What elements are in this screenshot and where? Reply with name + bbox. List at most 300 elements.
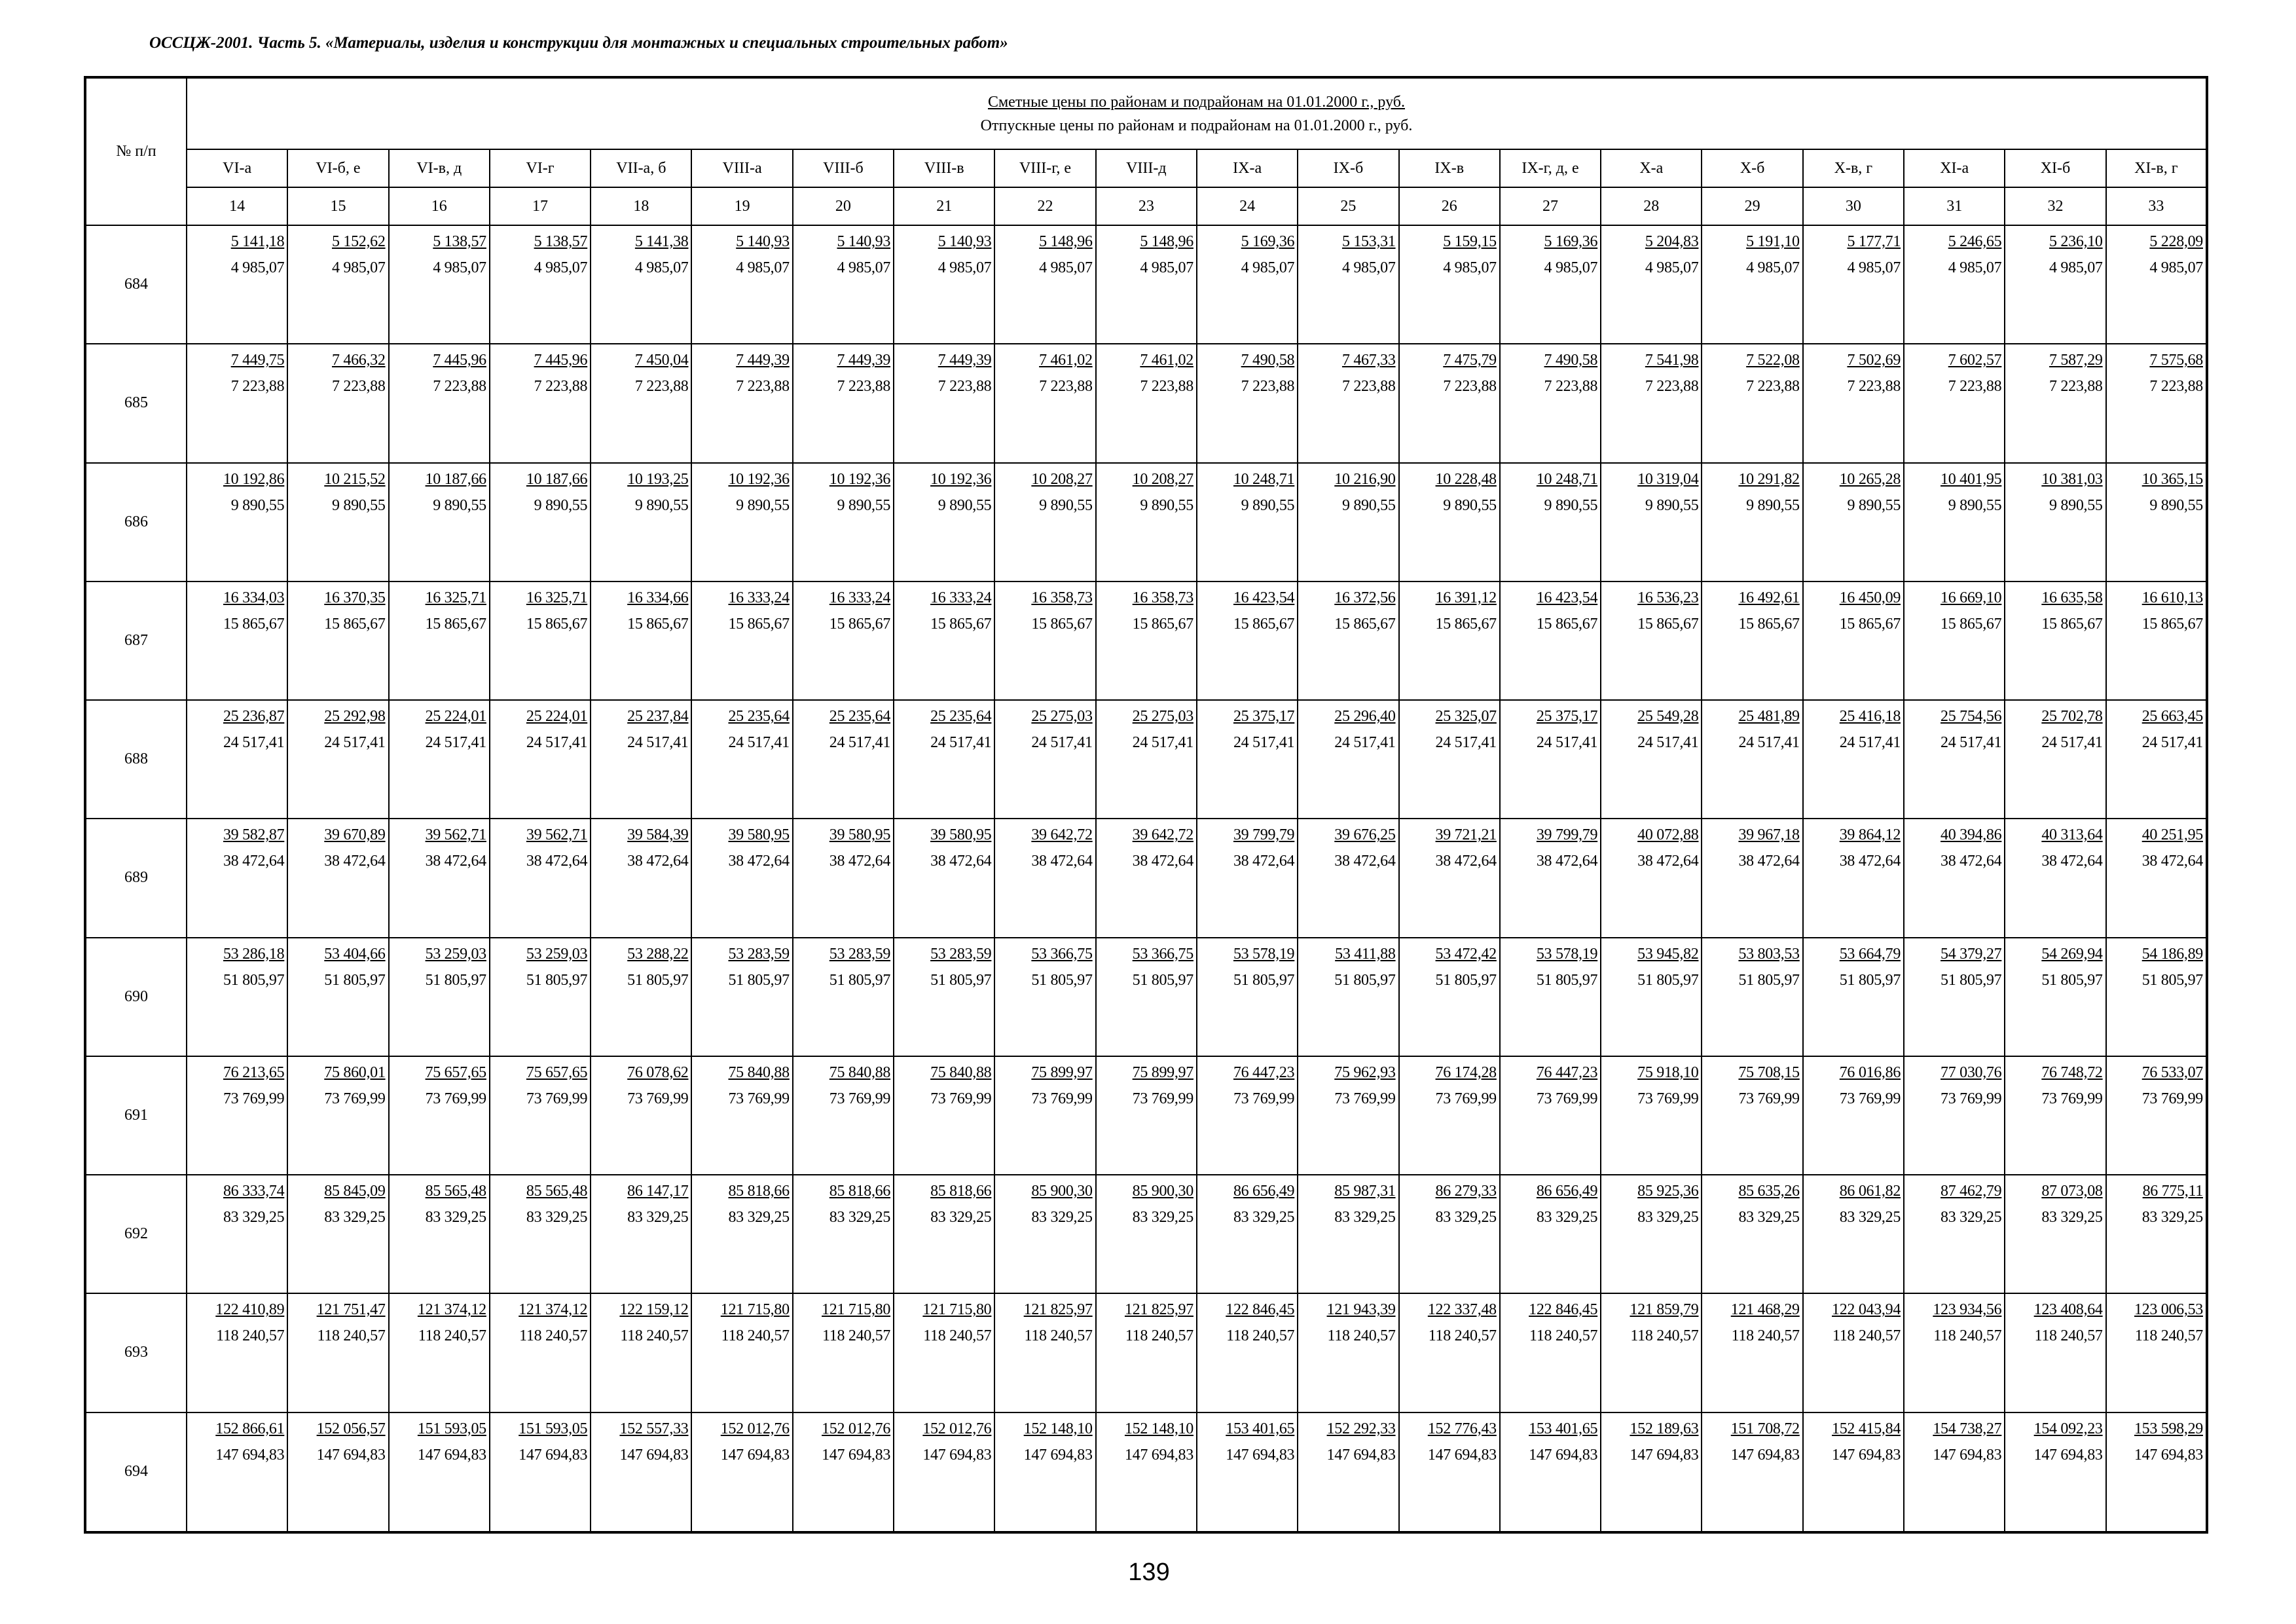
estimate-price: 16 370,35 [324,589,386,606]
estimate-price: 5 141,18 [230,233,285,250]
release-price: 9 890,55 [331,496,386,514]
release-price: 24 517,41 [1031,734,1093,751]
region-header: IX-б [1298,149,1398,187]
release-price: 51 805,97 [1536,971,1598,989]
price-cell [1500,1412,1601,1533]
estimate-price: 7 575,68 [2149,352,2203,369]
price-cell [1399,225,1500,344]
estimate-price: 39 670,89 [324,826,386,844]
release-price: 83 329,25 [1132,1209,1194,1226]
price-cell [187,819,287,937]
estimate-price: 53 283,59 [728,945,790,963]
price-cell [389,938,490,1056]
estimate-price: 39 967,18 [1738,826,1800,844]
release-price: 24 517,41 [425,734,486,751]
price-cell [1096,463,1197,581]
estimate-price: 7 466,32 [331,352,386,369]
release-price: 83 329,25 [728,1209,790,1226]
estimate-price: 25 235,64 [728,708,790,725]
release-price: 15 865,67 [1738,615,1800,633]
release-price: 83 329,25 [526,1209,588,1226]
estimate-price: 85 845,09 [324,1183,386,1200]
estimate-price: 10 401,95 [1941,470,2002,488]
price-cell [1601,1175,1702,1293]
release-price: 83 329,25 [1637,1209,1699,1226]
release-price: 15 865,67 [425,615,486,633]
price-cell [2005,1056,2105,1175]
price-cell [1197,938,1298,1056]
estimate-price: 25 275,03 [1132,708,1194,725]
release-price: 51 805,97 [1941,971,2002,989]
price-cell [389,1293,490,1412]
estimate-price: 121 468,29 [1730,1301,1800,1319]
price-cell [1197,344,1298,462]
estimate-price: 39 799,79 [1536,826,1598,844]
column-number: 20 [793,187,894,225]
release-price: 4 985,07 [1241,259,1295,276]
release-price: 73 769,99 [1738,1090,1800,1107]
price-cell [187,1056,287,1175]
release-price: 147 694,83 [316,1446,386,1464]
release-price: 38 472,64 [324,853,386,870]
estimate-price: 86 061,82 [1839,1183,1901,1200]
release-price: 73 769,99 [223,1090,285,1107]
price-cell [389,1412,490,1533]
price-cell [1601,1056,1702,1175]
release-price: 73 769,99 [627,1090,689,1107]
release-price: 9 890,55 [2049,496,2103,514]
release-price: 147 694,83 [1933,1446,2002,1464]
price-cell [287,819,388,937]
column-number: 22 [994,187,1095,225]
table-row [85,938,2207,1056]
price-cell [287,344,388,462]
price-cell [1399,1293,1500,1412]
price-cell [1298,819,1398,937]
price-cell [1298,463,1398,581]
region-header: VIII-г, е [994,149,1095,187]
price-cell [894,1293,994,1412]
price-cell [994,1412,1095,1533]
estimate-price: 39 676,25 [1334,826,1396,844]
release-price: 15 865,67 [1839,615,1901,633]
price-cell [1197,581,1298,700]
release-price: 7 223,88 [1341,378,1396,396]
estimate-price-title: Сметные цены по районам и подрайонам на 01.01.2000 г., руб. [987,93,1406,111]
column-number: 14 [187,187,287,225]
release-price: 7 223,88 [837,378,891,396]
price-cell [389,819,490,937]
price-cell [793,463,894,581]
release-price: 73 769,99 [324,1090,386,1107]
estimate-price: 85 900,30 [1132,1183,1194,1200]
release-price: 24 517,41 [1435,734,1497,751]
region-header: VIII-б [793,149,894,187]
column-number: 25 [1298,187,1398,225]
release-price: 83 329,25 [930,1209,992,1226]
price-cell [1904,344,2005,462]
estimate-price: 53 283,59 [930,945,992,963]
price-cell [1197,1293,1298,1412]
estimate-price: 10 192,36 [728,470,790,488]
price-cell [591,225,691,344]
estimate-price: 152 012,76 [922,1420,992,1437]
release-price: 83 329,25 [1839,1209,1901,1226]
estimate-price: 25 549,28 [1637,708,1699,725]
price-cell [994,1175,1095,1293]
estimate-price: 54 186,89 [2141,945,2203,963]
price-cell [1702,581,1802,700]
price-cell [591,344,691,462]
release-price: 38 472,64 [1435,853,1497,870]
price-cell [994,1056,1095,1175]
estimate-price: 5 148,96 [1039,233,1093,250]
release-price: 9 890,55 [1645,496,1699,514]
release-price: 51 805,97 [1435,971,1497,989]
row-number: 692 [85,1175,187,1293]
release-price: 118 240,57 [2034,1327,2103,1345]
estimate-price: 16 669,10 [1941,589,2002,606]
estimate-price: 25 275,03 [1031,708,1093,725]
release-price: 51 805,97 [2041,971,2103,989]
region-header: IX-г, д, е [1500,149,1601,187]
release-price: 51 805,97 [728,971,790,989]
region-header: VI-а [187,149,287,187]
release-price: 118 240,57 [317,1327,386,1345]
estimate-price: 76 748,72 [2041,1063,2103,1081]
release-price: 4 985,07 [1140,259,1194,276]
price-cell [187,463,287,581]
estimate-price: 16 334,66 [627,589,689,606]
price-cell [691,225,792,344]
release-price: 7 223,88 [736,378,790,396]
release-price: 15 865,67 [2141,615,2203,633]
column-number: 27 [1500,187,1601,225]
estimate-price: 16 358,73 [1031,589,1093,606]
estimate-price: 7 461,02 [1039,352,1093,369]
release-price: 147 694,83 [720,1446,790,1464]
estimate-price: 152 148,10 [1023,1420,1093,1437]
release-price: 4 985,07 [433,259,486,276]
estimate-price: 151 708,72 [1730,1420,1800,1437]
price-cell [1500,463,1601,581]
release-price: 51 805,97 [1637,971,1699,989]
estimate-price: 85 635,26 [1738,1183,1800,1200]
estimate-price: 39 580,95 [930,826,992,844]
release-price: 4 985,07 [1544,259,1598,276]
estimate-price: 75 899,97 [1132,1063,1194,1081]
price-cell [287,463,388,581]
release-price: 24 517,41 [1132,734,1194,751]
release-price: 73 769,99 [1132,1090,1194,1107]
price-cell [994,819,1095,937]
estimate-price: 5 246,65 [1948,233,2002,250]
column-number: 26 [1399,187,1500,225]
price-cell [490,581,591,700]
release-price: 24 517,41 [1233,734,1295,751]
release-price: 73 769,99 [1839,1090,1901,1107]
region-header: VI-г [490,149,591,187]
estimate-price: 16 450,09 [1839,589,1901,606]
row-number: 684 [85,225,187,344]
estimate-price: 122 410,89 [215,1301,285,1319]
price-cell [691,1175,792,1293]
price-cell [287,1175,388,1293]
estimate-price: 53 366,75 [1132,945,1194,963]
release-price: 4 985,07 [1341,259,1396,276]
estimate-price: 5 177,71 [1847,233,1901,250]
estimate-price: 122 159,12 [619,1301,689,1319]
estimate-price: 77 030,76 [1941,1063,2002,1081]
estimate-price: 85 900,30 [1031,1183,1093,1200]
release-price: 7 223,88 [1645,378,1699,396]
release-price: 83 329,25 [829,1209,891,1226]
release-price: 4 985,07 [1645,259,1699,276]
price-cell [691,1293,792,1412]
estimate-price: 86 147,17 [627,1183,689,1200]
release-price: 9 890,55 [634,496,689,514]
estimate-price: 121 715,80 [922,1301,992,1319]
price-cell [793,1056,894,1175]
estimate-price: 122 846,45 [1529,1301,1598,1319]
estimate-price: 10 381,03 [2041,470,2103,488]
release-price: 83 329,25 [1738,1209,1800,1226]
price-cell [1904,581,2005,700]
price-cell [793,700,894,819]
estimate-price: 7 467,33 [1341,352,1396,369]
estimate-price: 53 288,22 [627,945,689,963]
release-price: 38 472,64 [1941,853,2002,870]
estimate-price: 53 286,18 [223,945,285,963]
price-cell [1803,344,1904,462]
release-price: 7 223,88 [1039,378,1093,396]
estimate-price: 85 818,66 [930,1183,992,1200]
release-price: 38 472,64 [1738,853,1800,870]
release-price: 147 694,83 [1730,1446,1800,1464]
release-price: 4 985,07 [230,259,285,276]
release-price: 15 865,67 [324,615,386,633]
release-price: 24 517,41 [930,734,992,751]
region-header: VIII-д [1096,149,1197,187]
release-price: 118 240,57 [1529,1327,1598,1345]
price-cell [2005,463,2105,581]
estimate-price: 76 078,62 [627,1063,689,1081]
estimate-price: 5 204,83 [1645,233,1699,250]
price-cell [1298,1412,1398,1533]
price-cell [1601,581,1702,700]
price-cell [1500,344,1601,462]
release-price: 83 329,25 [1031,1209,1093,1226]
estimate-price: 151 593,05 [417,1420,486,1437]
release-price: 118 240,57 [1731,1327,1800,1345]
price-cell [1096,819,1197,937]
release-price: 118 240,57 [620,1327,689,1345]
release-price: 118 240,57 [519,1327,588,1345]
region-header: IX-а [1197,149,1298,187]
price-cell [1399,581,1500,700]
release-price: 83 329,25 [627,1209,689,1226]
release-price: 118 240,57 [1630,1327,1699,1345]
price-cell [793,225,894,344]
release-price: 7 223,88 [634,378,689,396]
release-price: 4 985,07 [1847,259,1901,276]
price-cell [1500,225,1601,344]
price-cell [1298,1056,1398,1175]
estimate-price: 85 565,48 [526,1183,588,1200]
price-cell [691,700,792,819]
estimate-price: 53 945,82 [1637,945,1699,963]
price-table [84,76,2208,1534]
estimate-price: 16 333,24 [930,589,992,606]
price-cell [1803,819,1904,937]
release-price: 83 329,25 [1941,1209,2002,1226]
column-number: 17 [490,187,591,225]
price-cell [1702,700,1802,819]
estimate-price: 76 016,86 [1839,1063,1901,1081]
price-cell [1803,463,1904,581]
price-cell [1803,938,1904,1056]
price-cell [1904,225,2005,344]
estimate-price: 154 738,27 [1933,1420,2002,1437]
estimate-price: 10 365,15 [2141,470,2203,488]
estimate-price: 16 635,58 [2041,589,2103,606]
price-cell [1399,1056,1500,1175]
estimate-price: 7 449,39 [736,352,790,369]
estimate-price: 7 449,75 [230,352,285,369]
release-price: 147 694,83 [1529,1446,1598,1464]
release-price: 51 805,97 [1839,971,1901,989]
price-cell [1197,463,1298,581]
estimate-price: 39 642,72 [1132,826,1194,844]
estimate-price: 85 818,66 [829,1183,891,1200]
release-price: 73 769,99 [1637,1090,1699,1107]
price-cell [1803,1056,1904,1175]
release-price: 15 865,67 [1536,615,1598,633]
release-price: 9 890,55 [1746,496,1800,514]
estimate-price: 121 859,79 [1630,1301,1699,1319]
number-column-header: № п/п [85,77,187,225]
estimate-price: 25 375,17 [1536,708,1598,725]
estimate-price: 152 056,57 [316,1420,386,1437]
price-cell [591,700,691,819]
release-price: 73 769,99 [526,1090,588,1107]
release-price: 4 985,07 [1443,259,1497,276]
release-price: 15 865,67 [1435,615,1497,633]
release-price: 147 694,83 [1427,1446,1497,1464]
price-cell [2106,1293,2207,1412]
price-cell [1601,463,1702,581]
estimate-price: 76 533,07 [2141,1063,2203,1081]
release-price: 38 472,64 [1132,853,1194,870]
estimate-price: 5 169,36 [1241,233,1295,250]
release-price: 147 694,83 [2033,1446,2103,1464]
release-price: 73 769,99 [728,1090,790,1107]
release-price: 147 694,83 [1124,1446,1194,1464]
price-cell [1904,1293,2005,1412]
column-number: 28 [1601,187,1702,225]
release-price: 24 517,41 [1738,734,1800,751]
release-price: 7 223,88 [1847,378,1901,396]
price-cell [1399,700,1500,819]
price-cell [1399,344,1500,462]
release-price: 118 240,57 [1024,1327,1093,1345]
price-cell [1197,700,1298,819]
estimate-price: 25 292,98 [324,708,386,725]
release-price: 118 240,57 [418,1327,486,1345]
price-cell [490,1293,591,1412]
estimate-price: 152 012,76 [720,1420,790,1437]
estimate-price: 39 799,79 [1233,826,1295,844]
estimate-price: 10 265,28 [1839,470,1901,488]
price-cell [1904,700,2005,819]
price-cell [1096,581,1197,700]
release-price: 9 890,55 [1443,496,1497,514]
price-cell [1601,700,1702,819]
region-header: XI-б [2005,149,2105,187]
price-cell [1601,1412,1702,1533]
release-price: 73 769,99 [1435,1090,1497,1107]
price-cell [1803,1412,1904,1533]
price-cell [591,819,691,937]
price-cell [1904,938,2005,1056]
estimate-price: 5 141,38 [634,233,689,250]
estimate-price: 10 193,25 [627,470,689,488]
estimate-price: 53 259,03 [425,945,486,963]
price-cell [1904,1175,2005,1293]
release-price: 38 472,64 [1536,853,1598,870]
release-price: 51 805,97 [1031,971,1093,989]
release-price: 7 223,88 [1746,378,1800,396]
release-price: 118 240,57 [1226,1327,1295,1345]
price-cell [287,1412,388,1533]
release-price: 51 805,97 [1132,971,1194,989]
estimate-price: 5 140,93 [837,233,891,250]
release-price: 15 865,67 [728,615,790,633]
price-cell [287,1056,388,1175]
region-header: XI-а [1904,149,2005,187]
release-price: 51 805,97 [627,971,689,989]
price-cell [2005,225,2105,344]
release-price: 38 472,64 [1637,853,1699,870]
release-price: 147 694,83 [215,1446,285,1464]
release-price: 118 240,57 [1832,1327,1901,1345]
estimate-price: 53 578,19 [1536,945,1598,963]
release-price: 4 985,07 [1039,259,1093,276]
estimate-price: 87 462,79 [1941,1183,2002,1200]
estimate-price: 76 213,65 [223,1063,285,1081]
release-price: 73 769,99 [1233,1090,1295,1107]
estimate-price: 54 269,94 [2041,945,2103,963]
column-number: 23 [1096,187,1197,225]
release-price: 73 769,99 [1941,1090,2002,1107]
region-header: X-а [1601,149,1702,187]
release-price: 147 694,83 [1832,1446,1901,1464]
release-price: 83 329,25 [425,1209,486,1226]
estimate-price: 53 283,59 [829,945,891,963]
release-price: 38 472,64 [526,853,588,870]
table-row [85,225,2207,344]
estimate-price: 10 291,82 [1738,470,1800,488]
price-cell [1500,1056,1601,1175]
price-cell [1601,1293,1702,1412]
estimate-price: 25 296,40 [1334,708,1396,725]
table-row [85,819,2207,937]
price-cell [1601,344,1702,462]
estimate-price: 76 447,23 [1536,1063,1598,1081]
price-cell [994,581,1095,700]
estimate-price: 153 401,65 [1529,1420,1598,1437]
price-cell [691,344,792,462]
